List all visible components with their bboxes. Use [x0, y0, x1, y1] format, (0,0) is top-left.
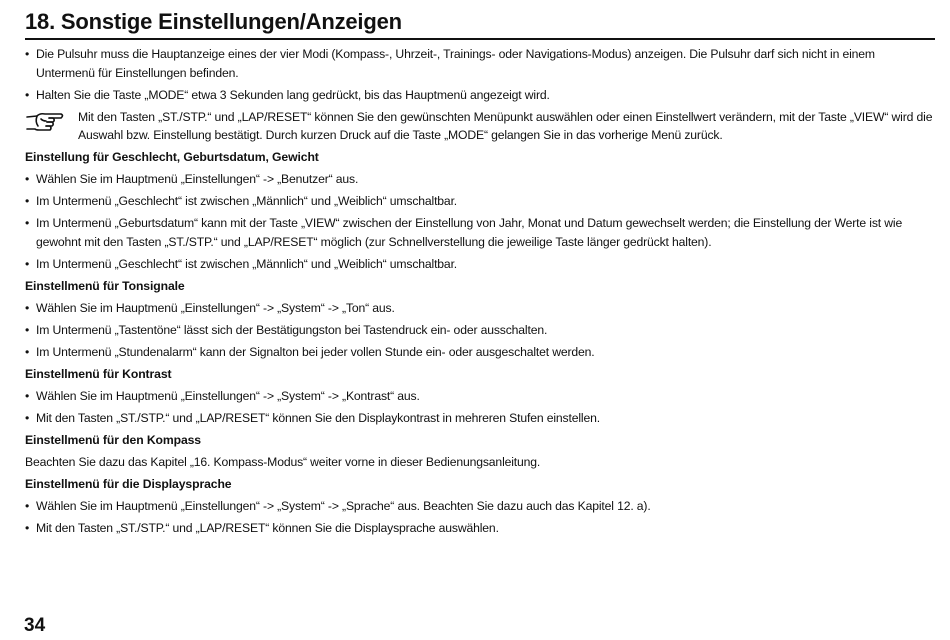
- compass-text: Beachten Sie dazu das Kapitel „16. Kompass-Modus“ weiter vorne in dieser Bedienungsanleitung.: [25, 454, 541, 469]
- list-item: • Im Untermenü „Geschlecht“ ist zwischen „Männlich“ und „Weiblich“ umschaltbar.: [25, 255, 937, 274]
- intro-bullet: • Die Pulsuhr muss die Hauptanzeige eines der vier Modi (Kompass-, Uhrzeit-, Trainings- oder Navigations-Modus) anzeigen. Die Pulsuhr darf sich nicht in einem Untermenü für Einstellungen befinden.: [25, 45, 937, 82]
- list-item: • Im Untermenü „Stundenalarm“ kann der Signalton bei jeder vollen Stunde ein- oder ausgeschaltet werden.: [25, 343, 937, 362]
- list-item: • Im Untermenü „Geburtsdatum“ kann mit der Taste „VIEW“ zwischen der Einstellung von Jahr, Monat und Datum gewechselt werden; die Einstellung der Werte ist wie gewohnt mit den Tasten „ST./STP.“ und „LAP/RESET“ möglich (zur Schnellverstellung die jeweilige Taste länger gedrückt halten).: [25, 214, 937, 251]
- section-heading-tones: Einstellmenü für Tonsignale: [25, 278, 185, 293]
- note-text: Mit den Tasten „ST./STP.“ und „LAP/RESET“ können Sie den gewünschten Menüpunkt auswählen oder einen Einstellwert verändern, mit der Taste „VIEW“ wird die Auswahl bzw. Einstellung bestätigt. Durch kurzen Druck auf die Taste „MODE“ gelangen Sie in das vorherige Menü zurück.: [78, 109, 933, 142]
- list-item: • Wählen Sie im Hauptmenü „Einstellungen“ -> „System“ -> „Ton“ aus.: [25, 299, 937, 318]
- page-title: 18. Sonstige Einstellungen/Anzeigen: [25, 9, 935, 40]
- list-item: • Mit den Tasten „ST./STP.“ und „LAP/RESET“ können Sie den Displaykontrast in mehreren Stufen einstellen.: [25, 409, 937, 428]
- section-heading-contrast: Einstellmenü für Kontrast: [25, 366, 172, 381]
- list-item: • Wählen Sie im Hauptmenü „Einstellungen“ -> „System“ -> „Kontrast“ aus.: [25, 387, 937, 406]
- list-item: • Im Untermenü „Tastentöne“ lässt sich der Bestätigungston bei Tastendruck ein- oder ausschalten.: [25, 321, 937, 340]
- list-item: • Mit den Tasten „ST./STP.“ und „LAP/RESET“ können Sie die Displaysprache auswählen.: [25, 519, 937, 538]
- section-heading-compass: Einstellmenü für den Kompass: [25, 432, 201, 447]
- list-item: • Wählen Sie im Hauptmenü „Einstellungen“ -> „System“ -> „Sprache“ aus. Beachten Sie dazu auch das Kapitel 12. a).: [25, 497, 937, 516]
- page-number: 34: [24, 615, 46, 636]
- page-content: [25, 45, 937, 541]
- manual-page: [25, 0, 935, 640]
- section-heading-language: Einstellmenü für die Displaysprache: [25, 476, 232, 491]
- section-heading-user: Einstellung für Geschlecht, Geburtsdatum, Gewicht: [25, 150, 319, 164]
- list-item: • Im Untermenü „Geschlecht“ ist zwischen „Männlich“ und „Weiblich“ umschaltbar.: [25, 192, 937, 211]
- note-block: [25, 108, 937, 145]
- pointing-hand-icon: [25, 110, 65, 136]
- intro-bullet: • Halten Sie die Taste „MODE“ etwa 3 Sekunden lang gedrückt, bis das Hauptmenü angezeigt wird.: [25, 86, 937, 105]
- list-item: • Wählen Sie im Hauptmenü „Einstellungen“ -> „Benutzer“ aus.: [25, 170, 937, 189]
